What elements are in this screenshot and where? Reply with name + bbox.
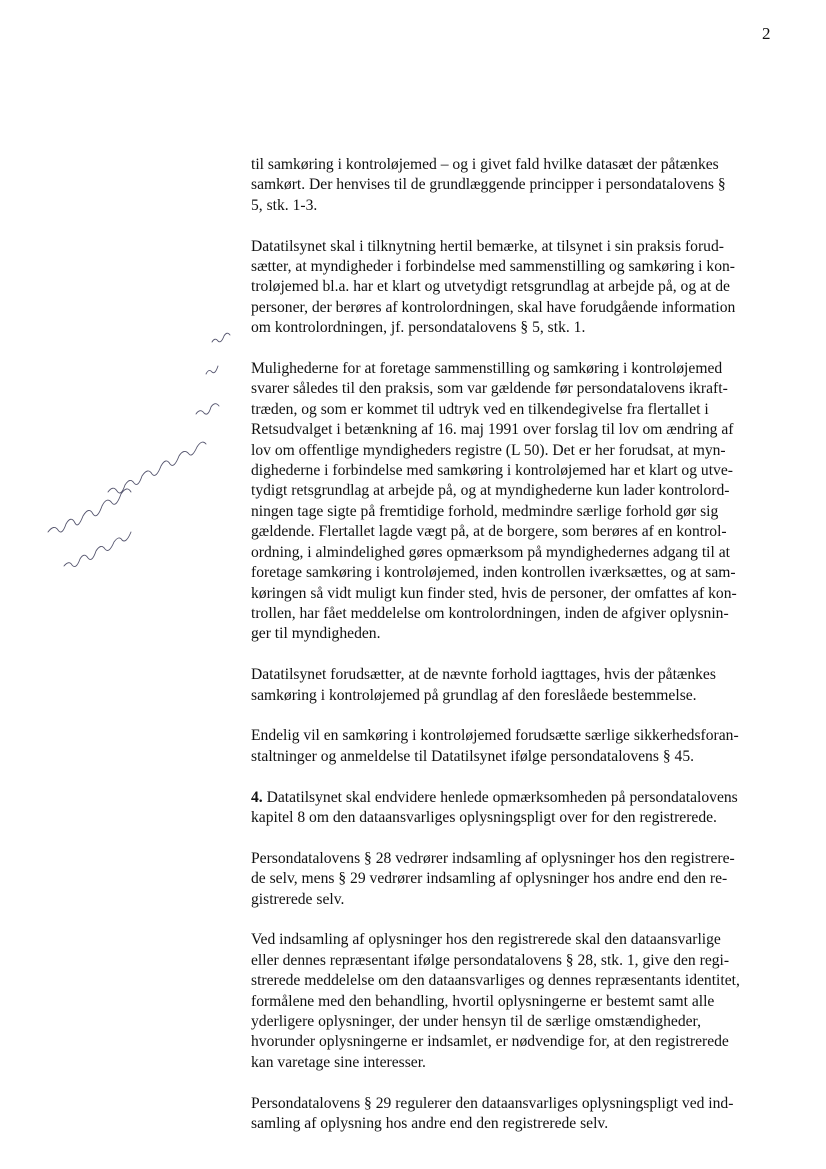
paragraph-sikkerhedsforanstaltninger [251,726,781,767]
text-line-content: Datatilsynet skal endvidere henlede opmærksomheden på persondatalovens [262,788,738,806]
text-line: troløjemed bl.a. har et klart og utvetydigt retsgrundlag at arbejde på, og at de [251,278,730,296]
text-line: ordning, i almindelighed gøres opmærksom på myndighedernes adgang til at [251,543,730,561]
text-line: Endelig vil en samkøring i kontroløjemed forudsætte særlige sikkerhedsforan- [251,727,739,745]
text-line: tydigt retsgrundlag at arbejde på, og at myndighederne kun lader kontrolord- [251,482,730,500]
text-line: dighederne i forbindelse med samkøring i kontroløjemed har et klart og utve- [251,462,733,480]
text-line: gistrerede selv. [251,890,345,908]
paragraph-forudsaetter [251,665,781,706]
text-line: yderligere oplysninger, der under hensyn til de særlige omstændigheder, [251,1012,702,1030]
text-line: Persondatalovens § 29 regulerer den dataansvarliges oplysningspligt ved ind- [251,1094,734,1112]
text-line: Datatilsynet skal i tilknytning hertil bemærke, at tilsynet i sin praksis forud- [251,237,724,255]
text-line: samling af oplysning hos andre end den registrerede selv. [251,1114,609,1132]
text-line [251,788,781,808]
text-line: ningen tage sigte på fremtidige forhold, medmindre særlige forhold gør sig [251,502,719,520]
text-line: hvorunder oplysningerne er indsamlet, er nødvendige for, at den registrerede [251,1033,729,1051]
text-line: kapitel 8 om den dataansvarliges oplysningspligt over for den registrerede. [251,808,717,826]
text-line: kan varetage sine interesser. [251,1053,426,1071]
text-line: staltninger og anmeldelse til Datatilsynet ifølge persondatalovens § 45. [251,747,695,765]
paragraph-tilsynets-praksis [251,237,781,339]
text-line: personer, der berøres af kontrolordningen, skal have forudgående information [251,298,736,316]
text-line: køringen så vidt muligt kun finder sted, hvis de personer, der omfattes af kon- [251,584,737,602]
text-line: gældende. Flertallet lagde vægt på, at de borgere, som berøres af en kontrol- [251,523,727,541]
text-line: sætter, at myndigheder i forbindelse med sammenstilling og samkøring i kon- [251,258,735,276]
text-line: til samkøring i kontroløjemed – og i givet fald hvilke datasæt der påtænkes [251,156,719,173]
text-line: ger til myndigheden. [251,625,381,643]
text-line: samkørt. Der henvises til de grundlæggende principper i persondatalovens § [251,176,726,194]
text-line: trollen, har fået meddelelse om kontrolordningen, inden de afgiver oplysnin- [251,604,729,622]
text-line: foretage samkøring i kontroløjemed, inden kontrollen iværksættes, og at sam- [251,564,736,582]
section-number: 4. [251,788,263,806]
text-line: træden, og som er kommet til udtryk ved en tilkendegivelse fra flertallet i [251,400,709,418]
paragraph-samkoring-datasaet [251,155,781,216]
text-line: om kontrolordningen, jf. persondatalovens § 5, stk. 1. [251,319,586,337]
text-line: Datatilsynet forudsætter, at de nævnte forhold iagttages, hvis der påtænkes [251,666,716,684]
text-line: de selv, mens § 29 vedrører indsamling af oplysninger hos andre end den re- [251,870,728,888]
text-line: Ved indsamling af oplysninger hos den registrerede skal den dataansvarlige [251,931,721,949]
letter-body [251,155,781,1155]
paragraph-indsamling-hos-registrerede [251,930,781,1073]
text-line: Persondatalovens § 28 vedrører indsamling af oplysninger hos den registrere- [251,849,735,867]
text-line: Retsudvalget i betænkning af 16. maj 1991 over forslag til lov om ændring af [251,421,734,439]
text-line: samkøring i kontroløjemed på grundlag af den foreslåede bestemmelse. [251,686,697,704]
text-line: lov om offentlige myndigheders registre (L 50). Det er her forudsat, at myn- [251,441,726,459]
text-line: eller dennes repræsentant ifølge persondatalovens § 28, stk. 1, give den regi- [251,951,730,969]
paragraph-paragraf-28-29 [251,849,781,910]
text-line: svarer således til den praksis, som var gældende før persondatalovens ikraft- [251,380,728,398]
paragraph-section-4 [251,788,781,829]
text-line: 5, stk. 1-3. [251,196,318,214]
text-line: formålene med den behandling, hvortil oplysningerne er bestemt samt alle [251,992,715,1010]
text-line: Mulighederne for at foretage sammenstilling og samkøring i kontroløjemed [251,360,723,378]
paragraph-mulighederne [251,359,781,645]
page-number: 2 [762,24,771,43]
text-line: strerede meddelelse om den dataansvarliges og dennes repræsentants identitet, [251,972,740,990]
paragraph-paragraf-29 [251,1094,781,1135]
